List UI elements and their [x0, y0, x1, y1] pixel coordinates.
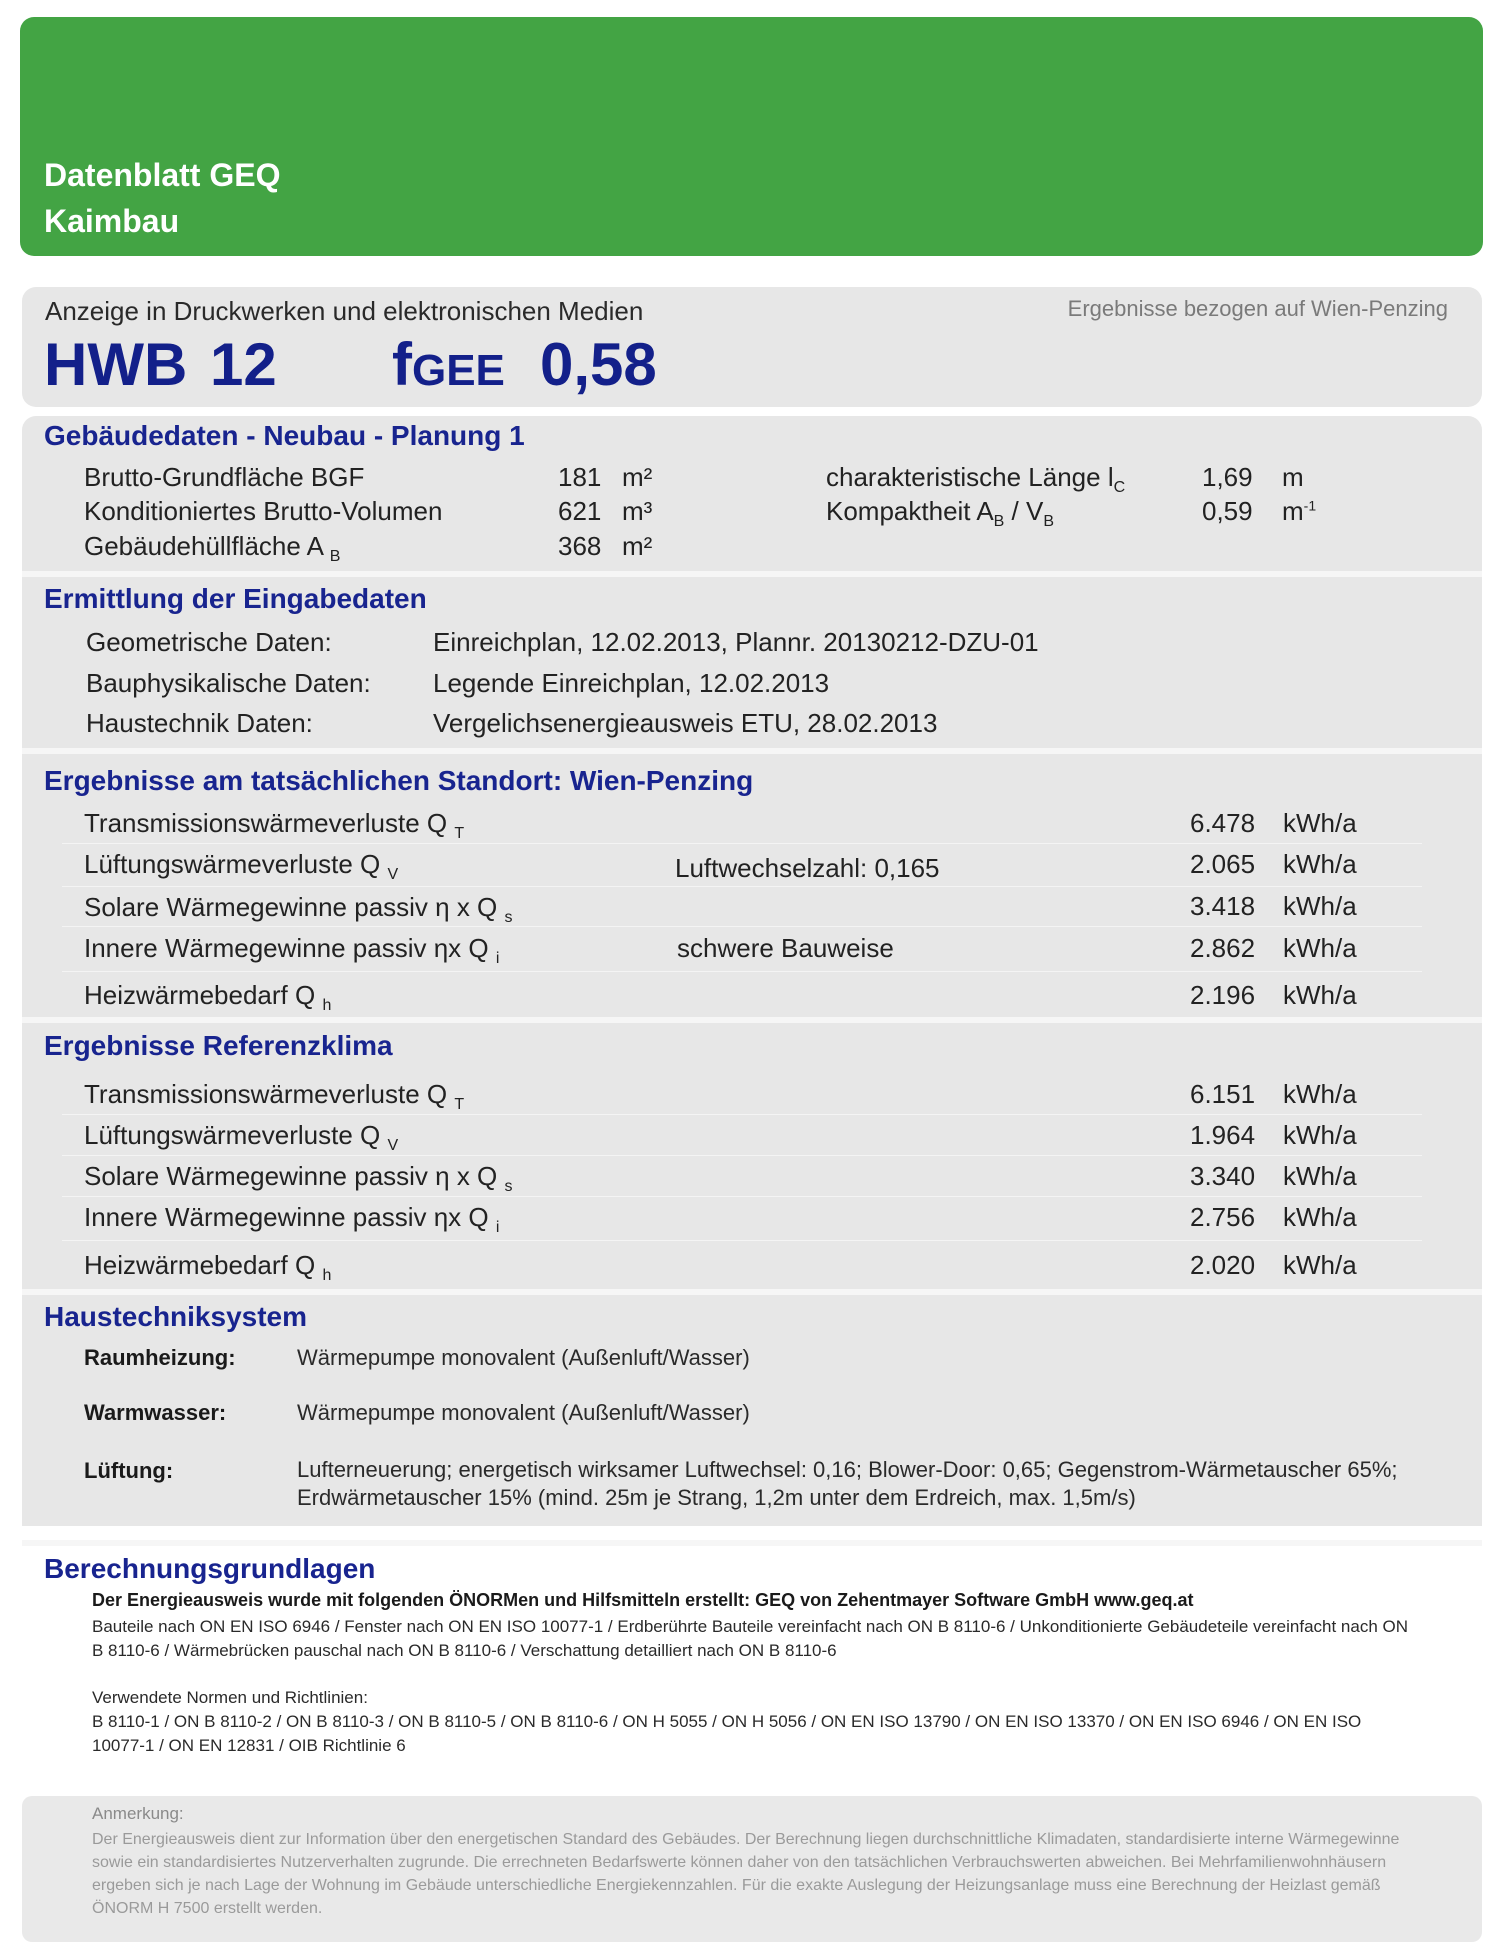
- huellflaeche-unit: m²: [622, 531, 653, 561]
- hwb-value: 12: [210, 331, 277, 398]
- header-banner: [20, 17, 1483, 256]
- row-separator: [62, 971, 1422, 972]
- section-title-haustechnik: Haustechniksystem: [44, 1301, 308, 1332]
- volumen-label: Konditioniertes Brutto-Volumen: [84, 496, 443, 526]
- standort-heizwaerme-value: 2.196: [1190, 980, 1256, 1010]
- fgee-label: fGEE: [392, 331, 505, 398]
- berechnung-bauteile: Bauteile nach ON EN ISO 6946 / Fenster nach ON EN ISO 10077-1 / Erdberührte Bauteile vereinfacht nach ON B 8110-6 / Unkonditionierte Gebäudeteile vereinfacht nach ON B 8110-6 / Wärmebrücken pauschal nach ON B 8110-6 / Verschattung detailliert nach ON B 8110-6: [92, 1617, 1409, 1660]
- huellflaeche-value: 368: [558, 531, 602, 561]
- standort-innere-note: schwere Bauweise: [677, 933, 894, 963]
- warmwasser-label: Warmwasser:: [84, 1400, 227, 1425]
- kompaktheit-unit: $m^{-1}$: [1282, 496, 1317, 526]
- warmwasser-value: Wärmepumpe monovalent (Außenluft/Wasser): [297, 1400, 750, 1425]
- row-separator: [62, 1196, 1422, 1197]
- bgf-value: 181: [558, 462, 602, 492]
- ref-innere-value: 2.756: [1190, 1202, 1256, 1232]
- standort-transmission-label: Transmissionswärmeverluste Q $_T$: [84, 808, 465, 843]
- fgee-value: 0,58: [540, 331, 657, 398]
- haustechnik-daten-value: Vergelichsenergieausweis ETU, 28.02.2013: [433, 708, 938, 738]
- kompaktheit-label: Kompaktheit $A_B / V_B$: [826, 496, 1055, 531]
- bgf-unit: m²: [622, 462, 653, 492]
- laenge-value: 1,69: [1202, 462, 1253, 492]
- laenge-label: charakteristische Länge $l_C$: [826, 462, 1126, 497]
- standort-solar-unit: kWh/a: [1283, 891, 1357, 921]
- anzeige-text: Anzeige in Druckwerken und elektronischen Medien: [45, 296, 644, 326]
- ref-transmission-value: 6.151: [1190, 1079, 1256, 1109]
- standort-lueftung-note: Luftwechselzahl: 0,165: [675, 853, 940, 883]
- volumen-unit: m³: [622, 496, 653, 526]
- row-separator: [62, 926, 1422, 927]
- volumen-value: 621: [558, 496, 602, 526]
- bezogen-text: Ergebnisse bezogen auf Wien-Penzing: [1067, 296, 1448, 321]
- ref-innere-unit: kWh/a: [1283, 1202, 1357, 1232]
- ref-heizwaerme-value: 2.020: [1190, 1250, 1256, 1280]
- standort-transmission-unit: kWh/a: [1283, 808, 1357, 838]
- huellflaeche-label: Gebäudehüllfläche A $_B$: [84, 531, 341, 566]
- anmerkung-label: Anmerkung:: [92, 1804, 184, 1823]
- bauphysikalische-daten-label: Bauphysikalische Daten:: [86, 668, 371, 698]
- ref-solar-value: 3.340: [1190, 1161, 1256, 1191]
- section-divider: [22, 1540, 1482, 1546]
- normen-list: B 8110-1 / ON B 8110-2 / ON B 8110-3 / ON B 8110-5 / ON B 8110-6 / ON H 5055 / ON H 5056 / ON EN ISO 13790 / ON EN ISO 13370 / ON EN ISO 6946 / ON EN ISO 10077-1 / ON EN 12831 / OIB Richtlinie 6: [92, 1712, 1362, 1755]
- row-separator: [62, 1240, 1422, 1241]
- kompaktheit-value: 0,59: [1202, 496, 1253, 526]
- raumheizung-value: Wärmepumpe monovalent (Außenluft/Wasser): [297, 1345, 750, 1370]
- geometrische-daten-label: Geometrische Daten:: [86, 627, 332, 657]
- section-divider: [22, 1289, 1482, 1295]
- geometrische-daten-value: Einreichplan, 12.02.2013, Plannr. 20130212-DZU-01: [433, 627, 1039, 657]
- section-divider: [22, 1017, 1482, 1023]
- standort-lueftung-unit: kWh/a: [1283, 849, 1357, 879]
- ref-lueftung-label: Lüftungswärmeverluste Q $_V$: [84, 1120, 399, 1155]
- lueftung-label: Lüftung:: [84, 1458, 174, 1483]
- row-separator: [62, 1114, 1422, 1115]
- row-separator: [62, 1155, 1422, 1156]
- lueftung-value: Lufterneuerung; energetisch wirksamer Luftwechsel: 0,16; Blower-Door: 0,65; Gegenstrom-Wärmetauscher 65%; Erdwärmetauscher 15% (mind. 25m je Strang, 1,2m unter dem Erdreich, max. 1,5m/s): [297, 1457, 1398, 1510]
- standort-innere-unit: kWh/a: [1283, 933, 1357, 963]
- page-title: Datenblatt GEQ: [44, 157, 281, 193]
- section-divider: [22, 571, 1482, 577]
- berechnung-intro: Der Energieausweis wurde mit folgenden ÖNORMen und Hilfsmitteln erstellt: GEQ von Zehentmayer Software GmbH www.geq.at: [92, 1590, 1194, 1610]
- standort-lueftung-label: Lüftungswärmeverluste Q $_V$: [84, 849, 399, 884]
- section-title-gebaeudedaten: Gebäudedaten - Neubau - Planung 1: [44, 420, 525, 451]
- ref-innere-label: Innere Wärmegewinne passiv ηx Q $_i$: [84, 1202, 500, 1237]
- ref-transmission-unit: kWh/a: [1283, 1079, 1357, 1109]
- ref-transmission-label: Transmissionswärmeverluste Q $_T$: [84, 1079, 465, 1114]
- standort-solar-value: 3.418: [1190, 891, 1256, 921]
- standort-lueftung-value: 2.065: [1190, 849, 1256, 879]
- normen-label: Verwendete Normen und Richtlinien:: [92, 1688, 368, 1707]
- ref-solar-label: Solare Wärmegewinne passiv η x Q $_s$: [84, 1161, 513, 1196]
- section-title-standort: Ergebnisse am tatsächlichen Standort: Wien-Penzing: [44, 765, 754, 796]
- section-divider: [22, 748, 1482, 754]
- section-title-berechnung: Berechnungsgrundlagen: [44, 1553, 376, 1584]
- laenge-unit: m: [1282, 462, 1304, 492]
- raumheizung-label: Raumheizung:: [84, 1345, 236, 1370]
- standort-innere-label: Innere Wärmegewinne passiv ηx Q $_i$: [84, 933, 500, 968]
- section-title-referenzklima: Ergebnisse Referenzklima: [44, 1030, 393, 1061]
- row-separator: [62, 843, 1422, 844]
- hwb-label: HWB: [44, 331, 188, 398]
- standort-heizwaerme-label: Heizwärmebedarf Q $_h$: [84, 980, 332, 1015]
- haustechnik-daten-label: Haustechnik Daten:: [86, 708, 313, 738]
- section-title-eingabedaten: Ermittlung der Eingabedaten: [44, 583, 427, 614]
- standort-transmission-value: 6.478: [1190, 808, 1256, 838]
- page-subtitle: Kaimbau: [44, 203, 180, 239]
- bgf-label: Brutto-Grundfläche BGF: [84, 462, 365, 492]
- ref-lueftung-unit: kWh/a: [1283, 1120, 1357, 1150]
- anmerkung-text: Der Energieausweis dient zur Information über den energetischen Standard des Gebäudes. Der Berechnung liegen durchschnittliche Klimadaten, standardisierte interne Wärmegewinne sowie ein standardisiertes Nutzerverhalten zugrunde. Die errechneten Bedarfswerte können daher von den tatsächlichen Verbrauchswerten abweichen. Bei Mehrfamilienwohnhäusern ergeben sich je nach Lage der Wohnung im Gebäude unterschiedliche Energiekennzahlen. Für die exakte Auslegung der Heizungsanlage muss eine Berechnung der Heizlast gemäß ÖNORM H 7500 erstellt werden.: [92, 1831, 1400, 1917]
- ref-heizwaerme-label: Heizwärmebedarf Q $_h$: [84, 1250, 332, 1285]
- ref-lueftung-value: 1.964: [1190, 1120, 1256, 1150]
- standort-innere-value: 2.862: [1190, 933, 1256, 963]
- standort-heizwaerme-unit: kWh/a: [1283, 980, 1357, 1010]
- bauphysikalische-daten-value: Legende Einreichplan, 12.02.2013: [433, 668, 830, 698]
- standort-solar-label: Solare Wärmegewinne passiv η x Q $_s$: [84, 892, 513, 927]
- row-separator: [62, 886, 1422, 887]
- ref-solar-unit: kWh/a: [1283, 1161, 1357, 1191]
- ref-heizwaerme-unit: kWh/a: [1283, 1250, 1357, 1280]
